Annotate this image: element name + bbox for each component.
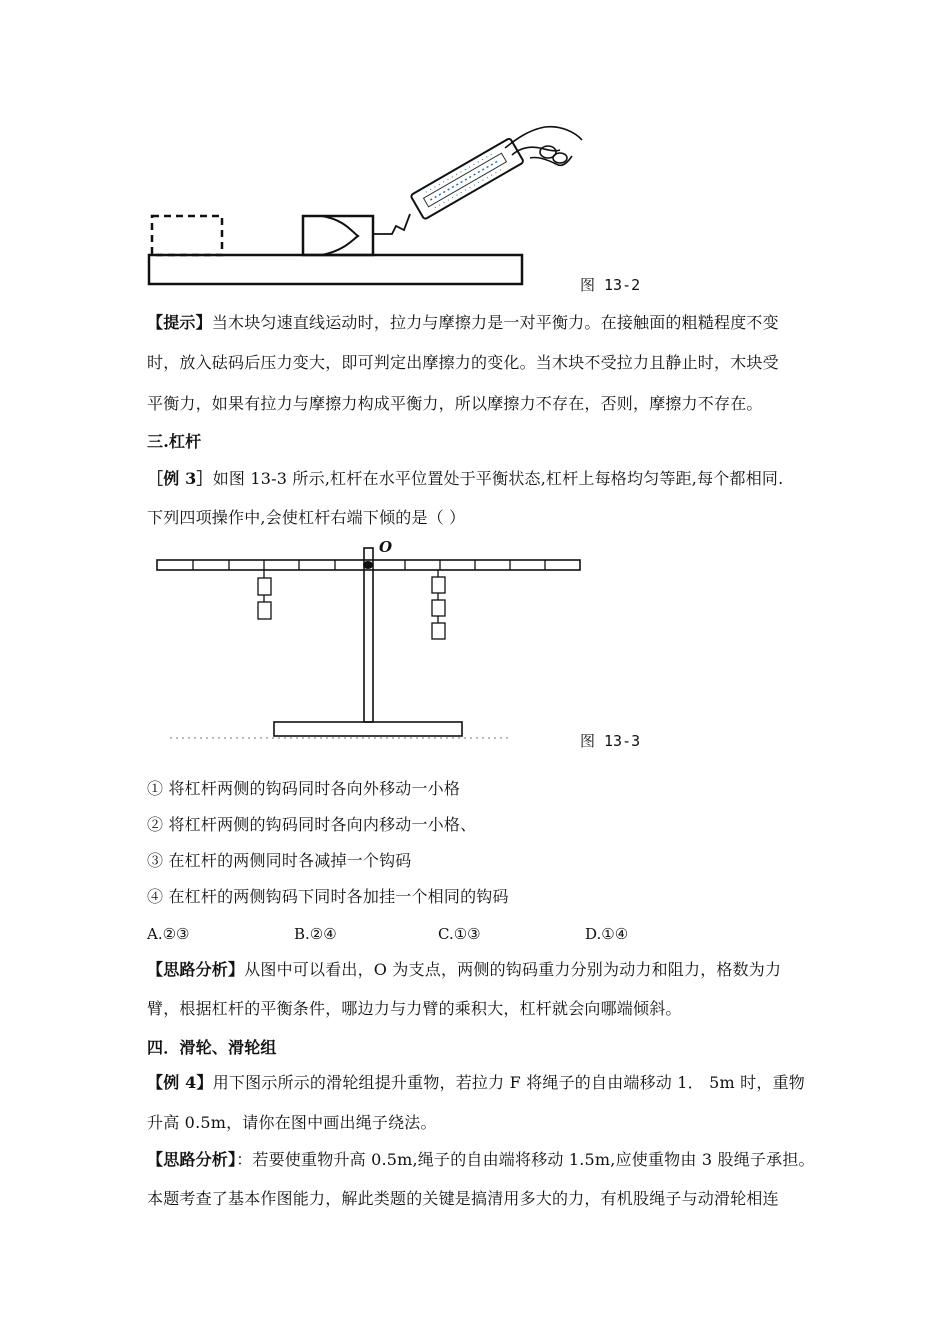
statement-2: ② 将杠杆两侧的钩码同时各向内移动一小格、 [147, 815, 477, 834]
right-weights [432, 570, 445, 639]
pivot-point [363, 561, 373, 569]
analysis-1-label: 【思路分析】 [147, 960, 245, 979]
hint-line-2: 时，放入砝码后压力变大，即可判定出摩擦力的变化。当木块不受拉力且静止时，木块受 [147, 353, 779, 372]
example-4-line-2: 升高 0.5m，请你在图中画出绳子绕法。 [147, 1113, 437, 1132]
option-d: D.①④ [585, 925, 629, 943]
example-3-label: ［例 3］ [147, 469, 213, 488]
section-3-title: 三.杠杆 [147, 432, 202, 451]
analysis-2-line-1: 【思路分析】：若要使重物升高 0.5m,绳子的自由端将移动 1.5m,应使重物由 3 股绳子承担。 [147, 1150, 815, 1169]
left-weights [258, 570, 271, 619]
example-3-line-2: 下列四项操作中,会使杠杆右端下倾的是（ ） [147, 508, 466, 527]
hint-line-1: 【提示】当木块匀速直线运动时，拉力与摩擦力是一对平衡力。在接触面的粗糙程度不变 [147, 313, 779, 332]
figure-caption-13-3: 图 13-3 [580, 732, 641, 750]
statement-3: ③ 在杠杆的两侧同时各减掉一个钩码 [147, 851, 412, 870]
analysis-2-line-2: 本题考查了基本作图能力，解此类题的关键是搞清用多大的力，有机股绳子与动滑轮相连 [147, 1189, 779, 1208]
example-3-line-1: ［例 3］如图 13-3 所示,杠杆在水平位置处于平衡状态,杠杆上每格均匀等距,每个都相同. [147, 469, 784, 488]
hint-line-3: 平衡力，如果有拉力与摩擦力构成平衡力，所以摩擦力不存在，否则，摩擦力不存在。 [147, 394, 763, 413]
analysis-2-label: 【思路分析】 [147, 1150, 237, 1169]
lever-base [274, 722, 462, 736]
statement-1: ① 将杠杆两侧的钩码同时各向外移动一小格 [147, 779, 461, 798]
statement-4: ④ 在杠杆的两侧钩码下同时各加挂一个相同的钩码 [147, 887, 509, 906]
hint-label: 【提示】 [147, 313, 212, 332]
figure-caption-13-2: 图 13-2 [580, 276, 641, 294]
example-4-label: 【例 4】 [147, 1073, 213, 1092]
example-4-line-1: 【例 4】用下图示所示的滑轮组提升重物，若拉力 F 将绳子的自由端移动 1． 5m 时，重物 [147, 1073, 805, 1092]
lever-support [364, 548, 373, 722]
option-c: C.①③ [438, 925, 481, 943]
option-b: B.②④ [294, 925, 337, 943]
analysis-1-line-1: 【思路分析】从图中可以看出，O 为支点，两侧的钩码重力分别为动力和阻力，格数为力 [147, 960, 782, 979]
pivot-label: O [379, 538, 393, 556]
section-4-title: 四．滑轮、滑轮组 [147, 1038, 277, 1057]
option-a: A.②③ [147, 925, 190, 943]
analysis-1-line-2: 臂，根据杠杆的平衡条件，哪边力与力臂的乘积大，杠杆就会向哪端倾斜。 [147, 999, 682, 1018]
